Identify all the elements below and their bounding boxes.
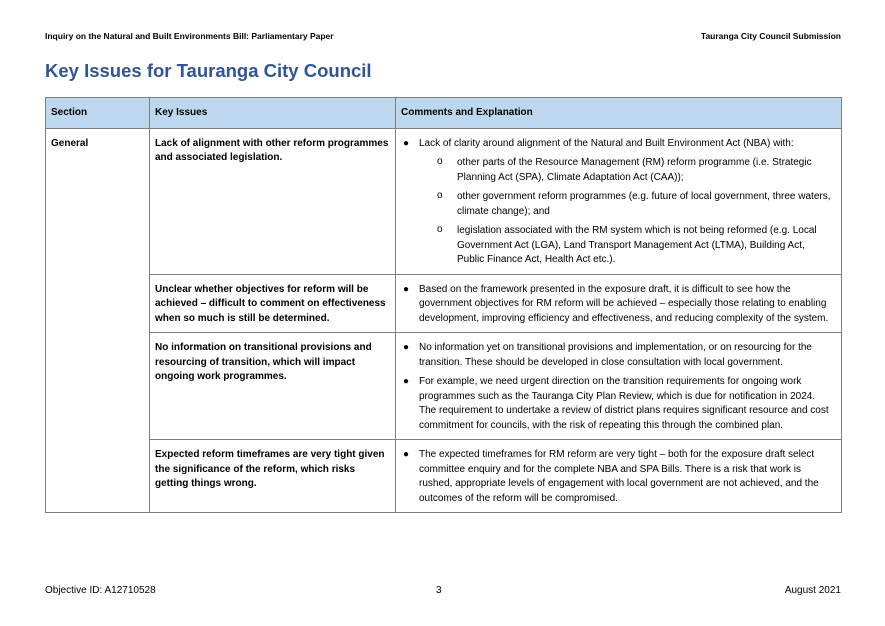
- table-row: [46, 440, 842, 513]
- issue-cell: Expected reform timeframes are very tight given the significance of the reform, which risks getting things wrong.: [150, 440, 396, 513]
- page-title: Key Issues for Tauranga City Council: [45, 60, 372, 81]
- sub-list: [419, 156, 833, 268]
- issue-cell: Lack of alignment with other reform programmes and associated legislation.: [150, 128, 396, 274]
- sub-item-text: other parts of the Resource Management (RM) reform programme (i.e. Strategic Planning Act (SPA), Climate Adaptation Act (CAA));: [457, 157, 812, 183]
- comment-cell: [396, 440, 842, 513]
- list-item: [403, 283, 833, 327]
- issue-cell: No information on transitional provisions and resourcing of transition, which will impact ongoing work programmes.: [150, 333, 396, 440]
- sub-item-text: other government reform programmes (e.g. future of local government, three waters, climate change); and: [457, 191, 831, 217]
- table-row: [46, 274, 842, 333]
- footer-date: August 2021: [784, 585, 841, 596]
- sub-list-item: [437, 224, 833, 268]
- running-header-title: Inquiry on the Natural and Built Environments Bill: Parliamentary Paper: [45, 31, 334, 41]
- key-issues-table: [45, 97, 842, 513]
- comment-text: Lack of clarity around alignment of the Natural and Built Environment Act (NBA) with:: [419, 137, 794, 149]
- comment-list: [401, 448, 833, 506]
- bullet-icon: ●: [403, 342, 410, 353]
- comment-cell: [396, 128, 842, 274]
- column-header-key-issues: Key Issues: [150, 98, 396, 129]
- issue-cell: Unclear whether objectives for reform will be achieved – difficult to comment on effectiveness when so much is still be determined.: [150, 274, 396, 333]
- bullet-icon: ●: [403, 283, 410, 295]
- hollow-bullet-icon: o: [437, 224, 443, 235]
- list-item: [403, 375, 833, 433]
- comment-cell: [396, 333, 842, 440]
- running-header-submitter: Tauranga City Council Submission: [700, 31, 841, 41]
- table-row: [46, 333, 842, 440]
- sub-item-text: legislation associated with the RM system which is not being reformed (e.g. Local Government Act (LGA), Land Transport Management Act (LTMA), Building Act, Public Finance Act, Health Act etc.).: [457, 225, 817, 265]
- list-item: [403, 341, 833, 370]
- comment-list: [401, 283, 833, 327]
- comment-text: The expected timeframes for RM reform are very tight – both for the exposure draft select committee enquiry and for the complete NBA and SPA Bills. There is a risk that work is rushed, appropriate levels of engagement with local government are not achieved, and the outcomes of the reform will be compromised.: [419, 449, 819, 504]
- list-item: [403, 137, 833, 268]
- column-header-comments: Comments and Explanation: [396, 98, 842, 129]
- bullet-icon: ●: [403, 449, 410, 460]
- comment-text: For example, we need urgent direction on the transition requirements for ongoing work programmes such as the Tauranga City Plan Review, which is due for notification in 2024. The requirement to undertake a review of district plans requires significant resource and cost commitment for councils, with the risk of repeating this through the combined plan.: [419, 376, 829, 431]
- comment-list: [401, 341, 833, 433]
- footer-page-number: 3: [436, 585, 442, 596]
- comment-text: Based on the framework presented in the exposure draft, it is difficult to see how the government objectives for RM reform will be achieved – especially those relating to enabling development, improving efficiency and effectiveness, and reducing complexity of the system.: [419, 283, 829, 324]
- table-row: [46, 128, 842, 274]
- sub-list-item: [437, 190, 833, 219]
- hollow-bullet-icon: o: [437, 156, 443, 167]
- hollow-bullet-icon: o: [437, 190, 443, 201]
- list-item: [403, 448, 833, 506]
- sub-list-item: [437, 156, 833, 185]
- comment-list: [401, 137, 833, 268]
- bullet-icon: ●: [403, 137, 410, 149]
- column-header-section: Section: [46, 98, 150, 129]
- comment-text: No information yet on transitional provisions and implementation, or on resourcing for the transition. These should be developed in close consultation with local government.: [419, 342, 812, 368]
- table-header-row: [46, 98, 842, 129]
- footer-objective-id: Objective ID: A12710528: [45, 585, 156, 596]
- bullet-icon: ●: [403, 376, 410, 387]
- section-cell: General: [46, 128, 150, 513]
- comment-cell: [396, 274, 842, 333]
